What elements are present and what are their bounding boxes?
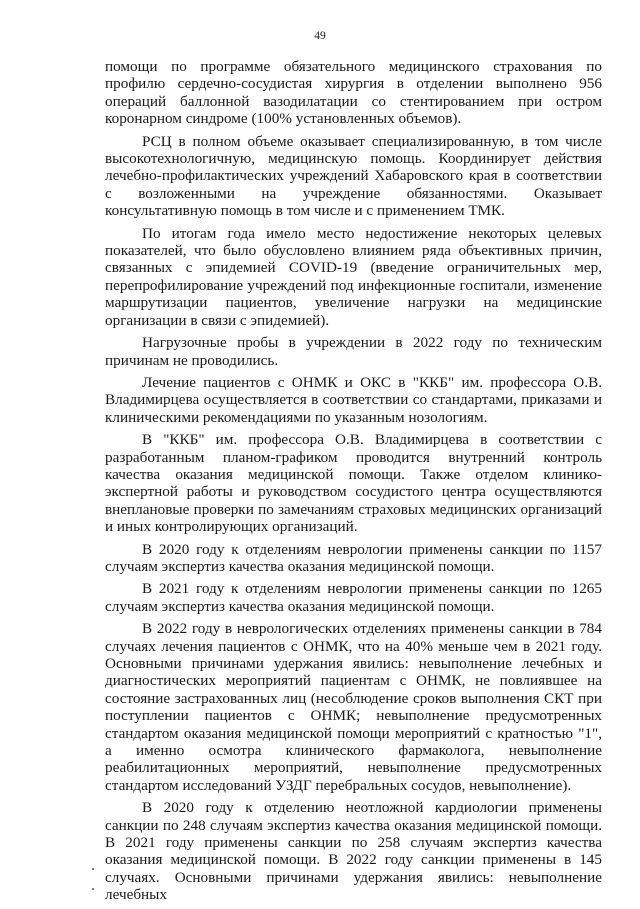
paragraph: В 2020 году к отделению неотложной кардиологии применены санкции по 248 случаям экспертиз качества оказания медицинской помощи. В 2021 году применены санкции по 258 случаям экспертиз качества оказания медицинской помощи. В 2022 году санкции применены в 145 случаях. Основными причинами удержания явились: невыполнение лечебных (105, 799, 602, 904)
paragraph: Лечение пациентов с ОНМК и ОКС в "ККБ" им. профессора О.В. Владимирцева осуществляется в соответствии со стандартами, приказами и клиническими рекомендациями по указанным нозологиям. (105, 373, 602, 426)
paragraph: В 2021 году к отделениям неврологии применены санкции по 1265 случаям экспертиз качества оказания медицинской помощи. (105, 580, 602, 615)
page-number: 49 (314, 30, 326, 42)
body-text (105, 58, 602, 909)
scan-speck (92, 888, 94, 890)
paragraph: В 2022 году в неврологических отделениях применены санкции в 784 случаях лечения пациентов с ОНМК, что на 40% меньше чем в 2021 году. Основными причинами удержания явились: невыполнение лечебных и диагностических мероприятий пациентам с ОНМК, не повлиявшее на состояние застрахованных лиц (несоблюдение сроков выполнения СКТ при поступлении пациентов с ОНМК; невыполнение предусмотренных стандартом оказания медицинской помощи мероприятий с кратностью "1", а именно осмотра клинического фармаколога, невыполнение реабилитационных мероприятий, невыполнение предусмотренных стандартом исследований УЗДГ перебральных сосудов, невыполнение). (105, 620, 602, 794)
paragraph: В 2020 году к отделениям неврологии применены санкции по 1157 случаям экспертиз качества оказания медицинской помощи. (105, 540, 602, 575)
scan-speck (92, 868, 94, 870)
paragraph: По итогам года имело место недостижение некоторых целевых показателей, что было обусловлено влиянием ряда объективных причин, связанных с эпидемией COVID-19 (введение ограничительных мер, перепрофилирование учреждений под инфекционные госпитали, изменение маршрутизации пациентов, увеличение нагрузки на медицинские организации в связи с эпидемией). (105, 224, 602, 329)
paragraph: В "ККБ" им. профессора О.В. Владимирцева в соответствии с разработанным планом-графиком проводится внутренний контроль качества оказания медицинской помощи. Также отделом клинико-экспертной работы и руководством сосудистого центра осуществляются внеплановые проверки по замечаниям страховых медицинских организаций и иных контролирующих организаций. (105, 431, 602, 536)
paragraph: Нагрузочные пробы в учреждении в 2022 году по техническим причинам не проводились. (105, 334, 602, 369)
paragraph: РСЦ в полном объеме оказывает специализированную, в том числе высокотехнологичную, медицинскую помощь. Координирует действия лечебно-профилактических учреждений Хабаровского края в соответствии с возложенными на учреждение обязанностями. Оказывает консультативную помощь в том числе и с применением ТМК. (105, 132, 602, 220)
paragraph: помощи по программе обязательного медицинского страхования по профилю сердечно-сосудистая хирургия в отделении выполнено 956 операций баллонной вазодилатации со стентированием при остром коронарном синдроме (100% установленных объемов). (105, 58, 602, 128)
